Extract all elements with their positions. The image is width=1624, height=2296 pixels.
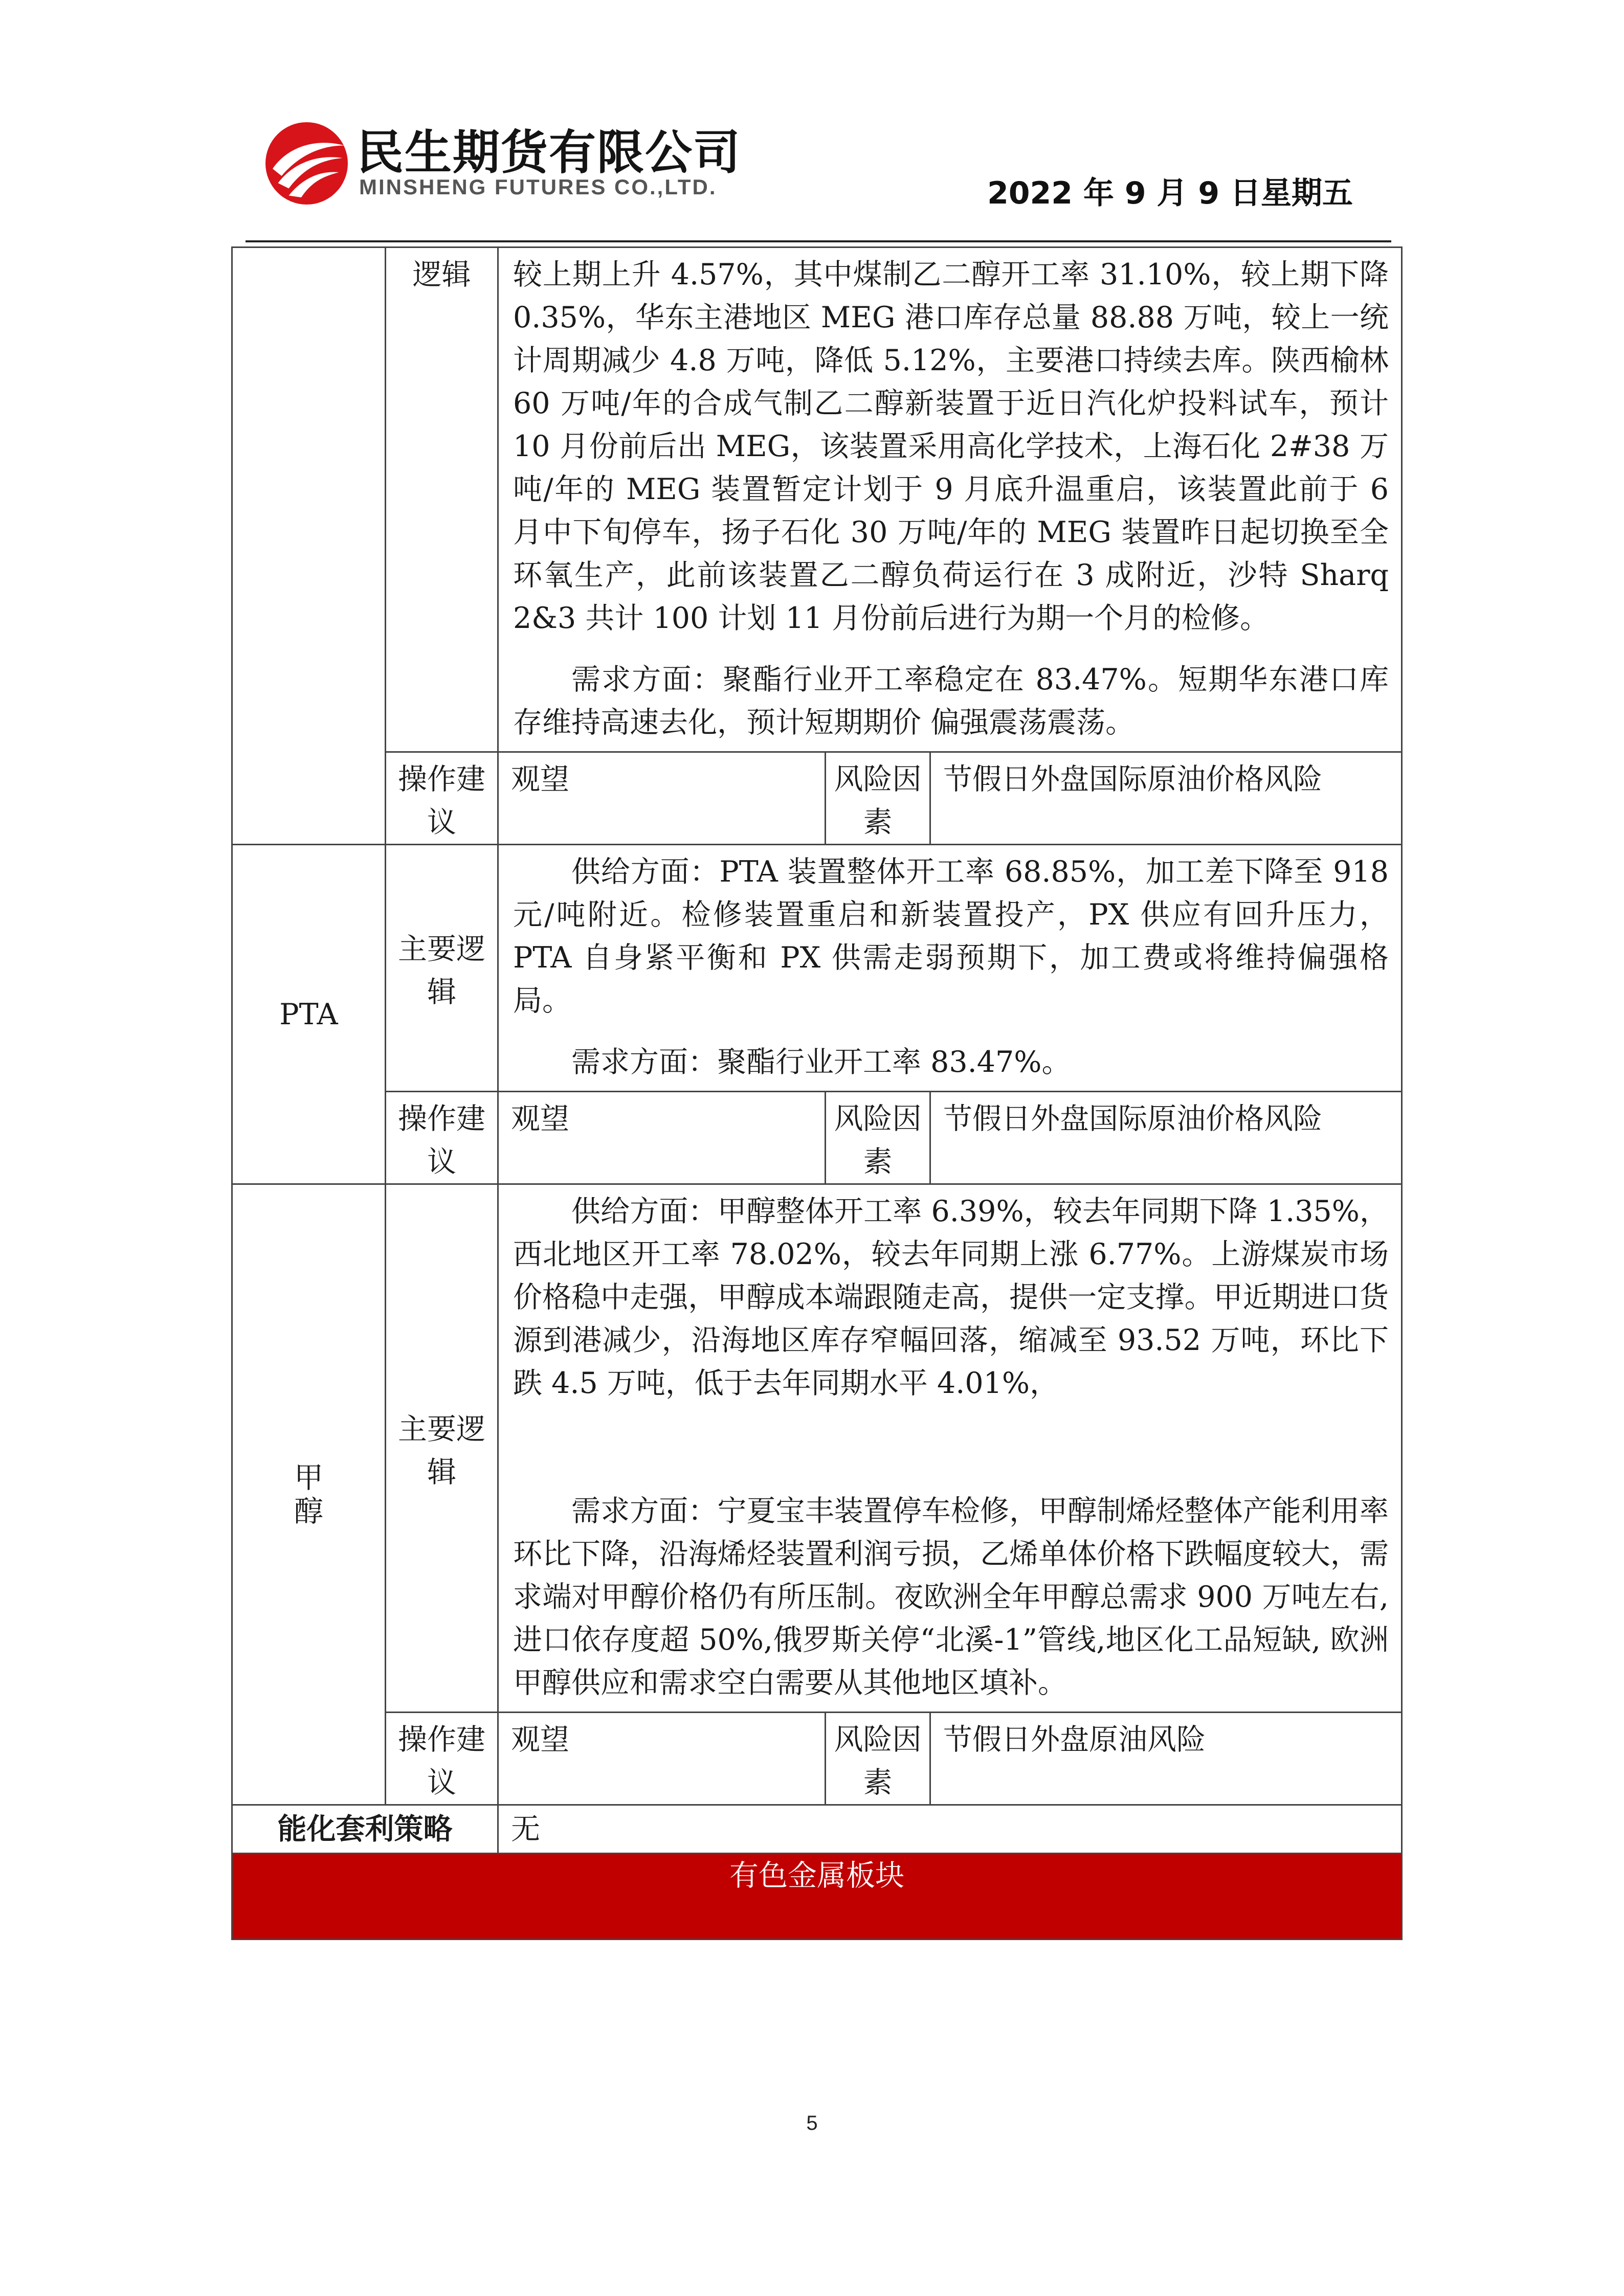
company-name-en: MINSHENG FUTURES CO.,LTD. (359, 175, 717, 199)
report-date: 2022 年 9 月 9 日星期五 (987, 175, 1353, 211)
methanol-op-row (232, 1713, 1402, 1805)
methanol-supply-paragraph: 供给方面：甲醇整体开工率 6.39%，较去年同期下降 1.35%，西北地区开工率 78.02%，较去年同期上涨 6.77%。上游煤炭市场价格稳中走强，甲醇成本端跟随走高，提供一定支撑。甲近期进口货源到港减少，沿海地区库存窄幅回落，缩减至 93.52 万吨，环比下跌 4.5 万吨，低于去年同期水平 4.01%， (513, 1195, 1389, 1400)
meg-name-cell (232, 247, 386, 845)
pta-risk-value: 节假日外盘国际原油价格风险 (930, 1092, 1402, 1184)
methanol-name: 甲醇 (294, 1460, 323, 1528)
methanol-logic-content (498, 1184, 1402, 1713)
section-banner: 有色金属板块 (232, 1854, 1402, 1940)
methanol-demand-paragraph: 需求方面：宁夏宝丰装置停车检修，甲醇制烯烃整体产能利用率环比下降，沿海烯烃装置利润亏损，乙烯单体价格下跌幅度较大，需求端对甲醇价格仍有所压制。夜欧洲全年甲醇总需求 900 万吨左右,进口依存度超 50%,俄罗斯关停“北溪-1”管线,地区化工品短缺, 欧洲甲醇供应和需求空白需要从其他地区填补。 (513, 1494, 1389, 1700)
arbitrage-label: 能化套利策略 (232, 1805, 498, 1854)
company-logo (262, 112, 743, 215)
pta-supply-paragraph: 供给方面：PTA 装置整体开工率 68.85%，加工差下降至 918 元/吨附近。检修装置重启和新装置投产，PX 供应有回升压力，PTA 自身紧平衡和 PX 供需走弱预期下，加工费或将维持偏强格局。 (513, 855, 1389, 1018)
pta-op-row (232, 1092, 1402, 1184)
methanol-op-value: 观望 (498, 1713, 826, 1805)
methanol-logic-label: 主要逻辑 (386, 1184, 498, 1713)
section-banner-row (232, 1854, 1402, 1940)
pta-demand-paragraph: 需求方面：聚酯行业开工率 83.47%。 (571, 1045, 1071, 1079)
pta-risk-label: 风险因素 (826, 1092, 930, 1184)
header-divider (246, 240, 1391, 242)
pta-op-value: 观望 (498, 1092, 826, 1184)
pta-logic-label: 主要逻辑 (386, 845, 498, 1092)
methanol-name-cell (232, 1184, 386, 1805)
page-header (0, 0, 1624, 245)
meg-logic-paragraph: 较上期上升 4.57%，其中煤制乙二醇开工率 31.10%，较上期下降 0.35%，华东主港地区 MEG 港口库存总量 88.88 万吨，较上一统计周期减少 4.8 万吨，降低 5.12%，主要港口持续去库。陕西榆林 60 万吨/年的合成气制乙二醇新装置于近日汽化炉投料试车，预计 10 月份前后出 MEG，该装置采用高化学技术，上海石化 2#38 万吨/年的 MEG 装置暂定计划于 9 月底升温重启，该装置此前于 6 月中下旬停车，扬子石化 30 万吨/年的 MEG 装置昨日起切换至全环氧生产，此前该装置乙二醇负荷运行在 3 成附近，沙特 Sharq 2&3 共计 100 计划 11 月份前后进行为期一个月的检修。 (513, 258, 1389, 635)
pta-name-cell: PTA (232, 845, 386, 1184)
methanol-risk-value: 节假日外盘原油风险 (930, 1713, 1402, 1805)
pta-op-label: 操作建议 (386, 1092, 498, 1184)
arbitrage-row (232, 1805, 1402, 1854)
meg-risk-value: 节假日外盘国际原油价格风险 (930, 752, 1402, 845)
pta-logic-row (232, 845, 1402, 1092)
meg-risk-label: 风险因素 (826, 752, 930, 845)
meg-op-value: 观望 (498, 752, 826, 845)
meg-logic-label: 逻辑 (386, 247, 498, 752)
meg-logic-content (498, 247, 1402, 752)
minsheng-logo-icon (262, 119, 351, 208)
strategy-table (231, 246, 1403, 1940)
pta-logic-content (498, 845, 1402, 1092)
methanol-risk-label: 风险因素 (826, 1713, 930, 1805)
methanol-op-label: 操作建议 (386, 1713, 498, 1805)
page-number: 5 (806, 2112, 818, 2134)
methanol-logic-row (232, 1184, 1402, 1713)
company-name-cn: 民生期货有限公司 (357, 125, 742, 180)
meg-logic-row (232, 247, 1402, 752)
meg-op-label: 操作建议 (386, 752, 498, 845)
meg-demand-paragraph: 需求方面：聚酯行业开工率稳定在 83.47%。短期华东港口库存维持高速去化，预计短期期价 偏强震荡震荡。 (513, 663, 1389, 739)
arbitrage-value: 无 (498, 1805, 1402, 1854)
meg-op-row (232, 752, 1402, 845)
